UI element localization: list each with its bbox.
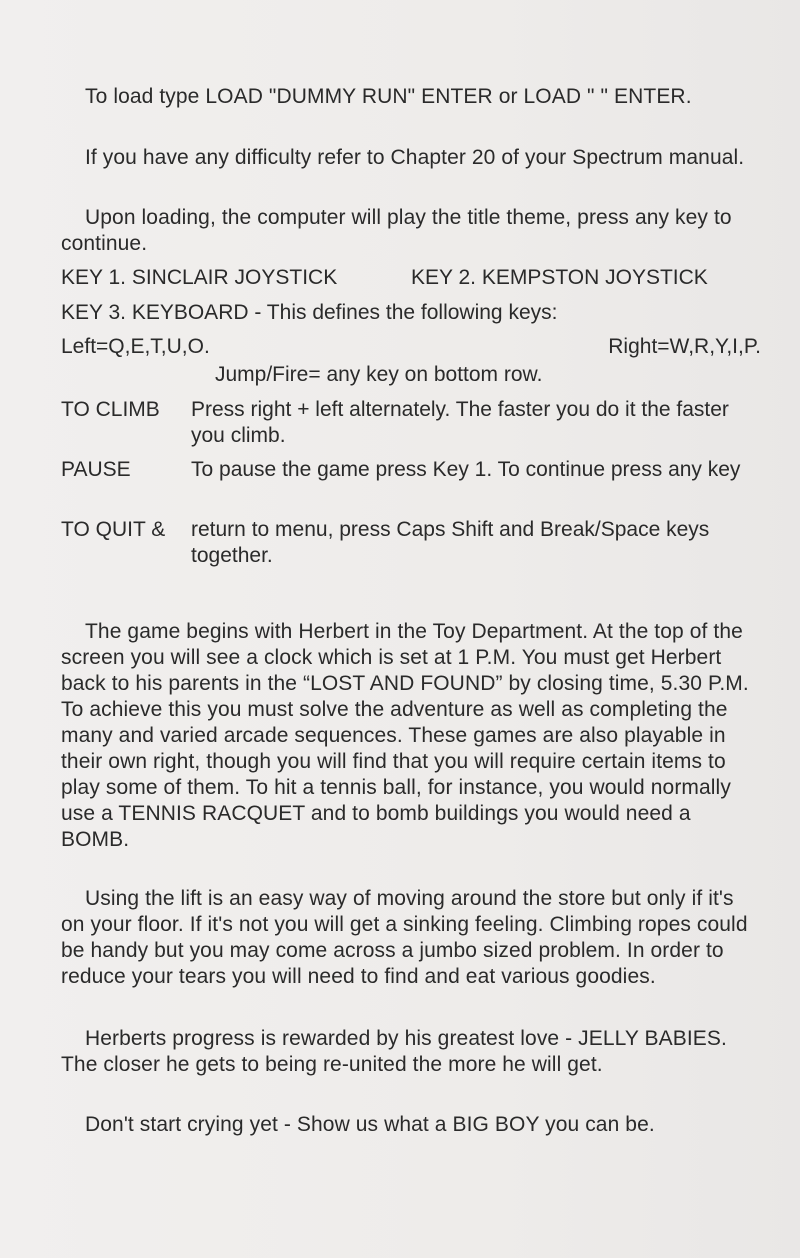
control-term: TO CLIMB: [61, 398, 160, 421]
key2-option: KEY 2. KEMPSTON JOYSTICK: [411, 266, 708, 289]
load-instructions: To load type LOAD "DUMMY RUN" ENTER or LOAD " " ENTER.: [85, 85, 692, 108]
story-paragraph: Using the lift is an easy way of moving around the store but only if it's on your floor. If it's not you will get a sinking feeling. Climbing ropes could be handy but you may come across a jumbo sized problem. In order to reduce your tears you will need to find and eat various goodies.: [61, 887, 748, 988]
closing-line: Don't start crying yet - Show us what a BIG BOY you can be.: [85, 1113, 655, 1136]
control-term: PAUSE: [61, 458, 131, 481]
control-desc: To pause the game press Key 1. To continue press any key: [191, 458, 741, 481]
story-paragraph: The game begins with Herbert in the Toy Department. At the top of the screen you will see a clock which is set at 1 P.M. You must get Herbert back to his parents in the “LOST AND FOUND” by closing time, 5.30 P.M. To achieve this you must solve the adventure as well as completing the many and varied arcade sequences. These games are also playable in their own right, though you will find that you will require certain items to play some of them. To hit a tennis ball, for instance, you would normally use a TENNIS RACQUET and to bomb buildings you would need a BOMB.: [61, 620, 749, 851]
difficulty-note: If you have any difficulty refer to Chapter 20 of your Spectrum manual.: [85, 146, 745, 169]
left-keys: Left=Q,E,T,U,O.: [61, 335, 210, 358]
control-desc: return to menu, press Caps Shift and Break/Space keys together.: [191, 518, 710, 567]
key1-option: KEY 1. SINCLAIR JOYSTICK: [61, 266, 338, 289]
key3-option: KEY 3. KEYBOARD - This defines the following keys:: [61, 301, 558, 324]
joystick-options: [61, 265, 761, 291]
control-term: TO QUIT &: [61, 518, 166, 541]
story-paragraph: Herberts progress is rewarded by his greatest love - JELLY BABIES. The closer he gets to being re-united the more he will get.: [61, 1027, 727, 1076]
upon-loading-note: Upon loading, the computer will play the title theme, press any key to continue.: [61, 206, 732, 255]
direction-keys: [61, 334, 761, 360]
right-keys: Right=W,R,Y,I,P.: [608, 335, 761, 358]
control-desc: Press right + left alternately. The faster you do it the faster you climb.: [191, 398, 729, 447]
jump-fire-keys: Jump/Fire= any key on bottom row.: [215, 363, 543, 386]
